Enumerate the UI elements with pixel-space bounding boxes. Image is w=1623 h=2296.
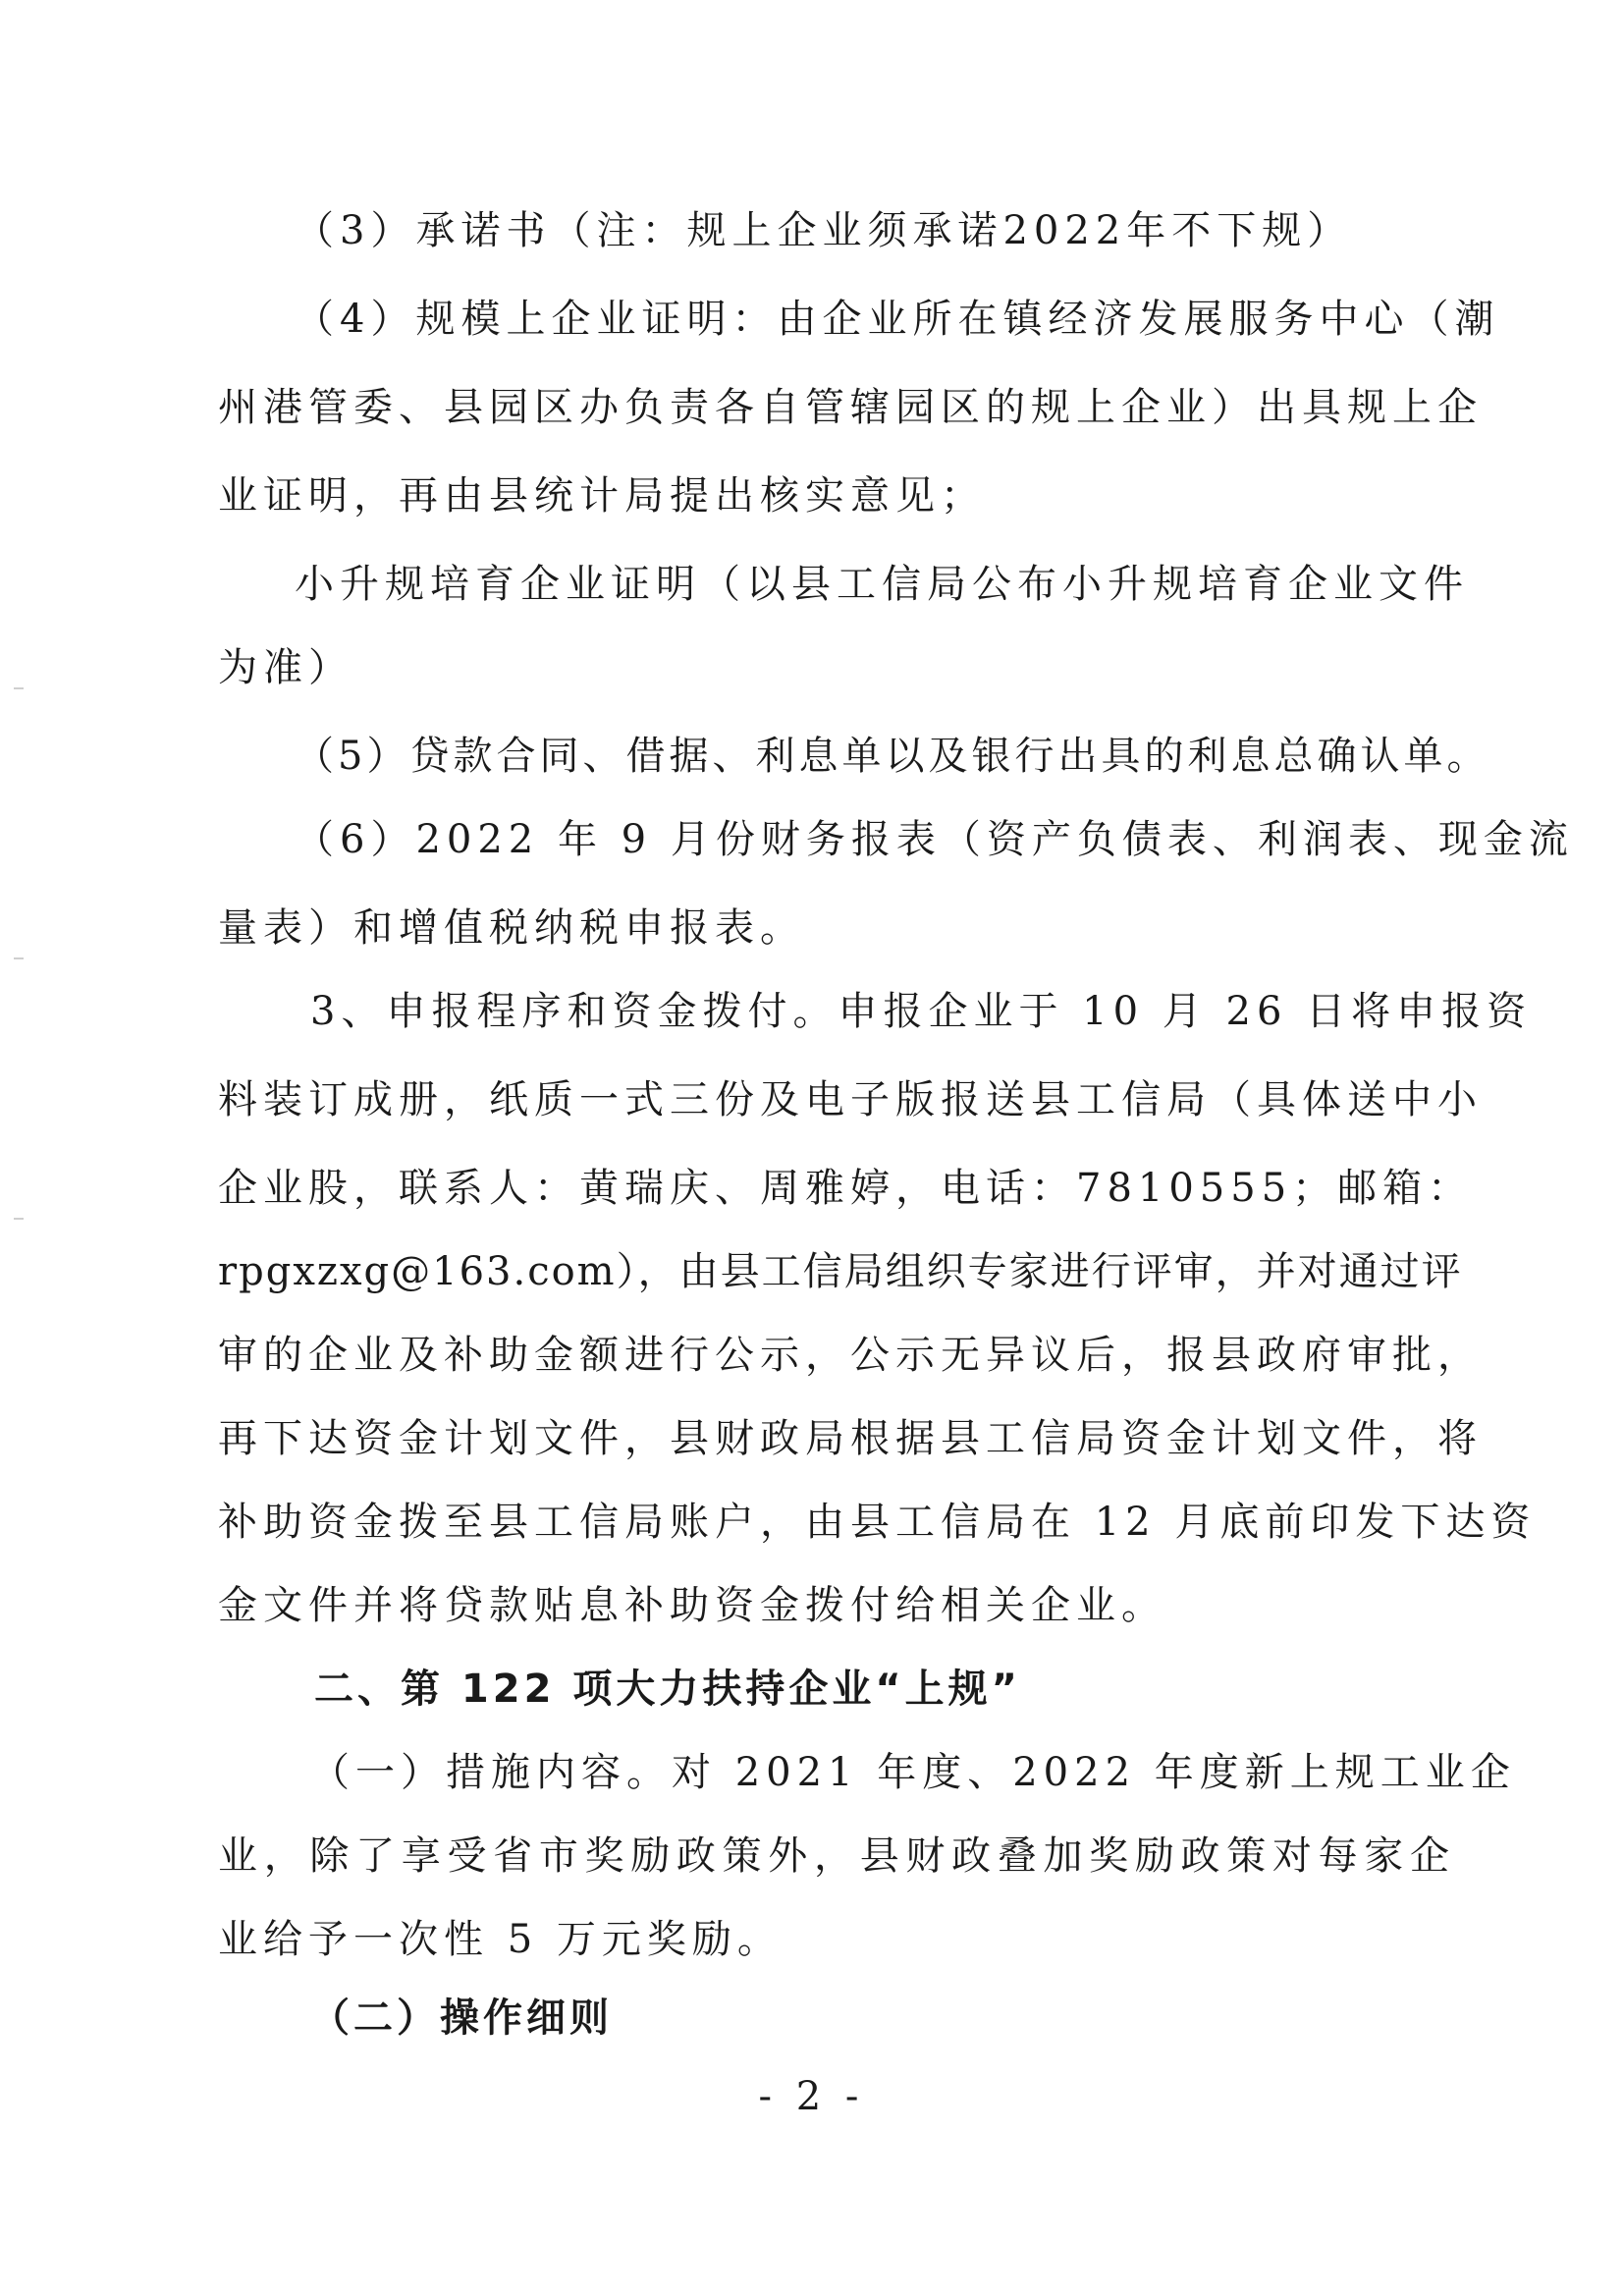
paragraph-line: 量表）和增值税纳税申报表。	[218, 905, 805, 951]
paragraph-line: 企业股，联系人：黄瑞庆、周雅婷，电话：7810555；邮箱：	[218, 1166, 1474, 1211]
paragraph-line: 业证明，再由县统计局提出核实意见；	[218, 473, 986, 519]
paragraph-line: 3、申报程序和资金拨付。申报企业于 10 月 26 日将申报资	[310, 989, 1533, 1034]
paragraph-line: （3）承诺书（注：规上企业须承诺2022年不下规）	[295, 208, 1353, 253]
paragraph-line: 再下达资金计划文件，县财政局根据县工信局资金计划文件，将	[218, 1416, 1483, 1461]
scan-mark	[14, 687, 24, 689]
scan-mark	[14, 1218, 24, 1220]
section-heading: 二、第 122 项大力扶持企业“上规”	[314, 1667, 1021, 1712]
paragraph-line: （5）贷款合同、借据、利息单以及银行出具的利息总确认单。	[295, 734, 1490, 779]
paragraph-line: rpgxzxg@163.com），由县工信局组织专家进行评审，并对通过评	[218, 1249, 1463, 1294]
paragraph-line: 业给予一次性 5 万元奖励。	[218, 1917, 783, 1962]
paragraph-line: （4）规模上企业证明：由企业所在镇经济发展服务中心（潮	[295, 297, 1500, 342]
paragraph-line: （一）措施内容。对 2021 年度、2022 年度新上规工业企	[310, 1750, 1516, 1795]
page-number: - 2 -	[758, 2074, 865, 2119]
subsection-heading: （二）操作细则	[310, 1995, 613, 2041]
paragraph-line: 州港管委、县园区办负责各自管辖园区的规上企业）出具规上企	[218, 385, 1483, 430]
scan-mark	[14, 957, 24, 959]
paragraph-line: 小升规培育企业证明（以县工信局公布小升规培育企业文件	[295, 562, 1469, 607]
paragraph-line: 业，除了享受省市奖励政策外，县财政叠加奖励政策对每家企	[218, 1833, 1455, 1879]
paragraph-line: 为准）	[218, 645, 353, 690]
paragraph-line: （6）2022 年 9 月份财务报表（资产负债表、利润表、现金流	[295, 817, 1574, 862]
paragraph-line: 补助资金拨至县工信局账户，由县工信局在 12 月底前印发下达资	[218, 1500, 1537, 1545]
paragraph-line: 审的企业及补助金额进行公示，公示无异议后，报县政府审批，	[218, 1333, 1483, 1378]
paragraph-line: 金文件并将贷款贴息补助资金拨付给相关企业。	[218, 1583, 1166, 1628]
paragraph-line: 料装订成册，纸质一式三份及电子版报送县工信局（具体送中小	[218, 1077, 1483, 1122]
